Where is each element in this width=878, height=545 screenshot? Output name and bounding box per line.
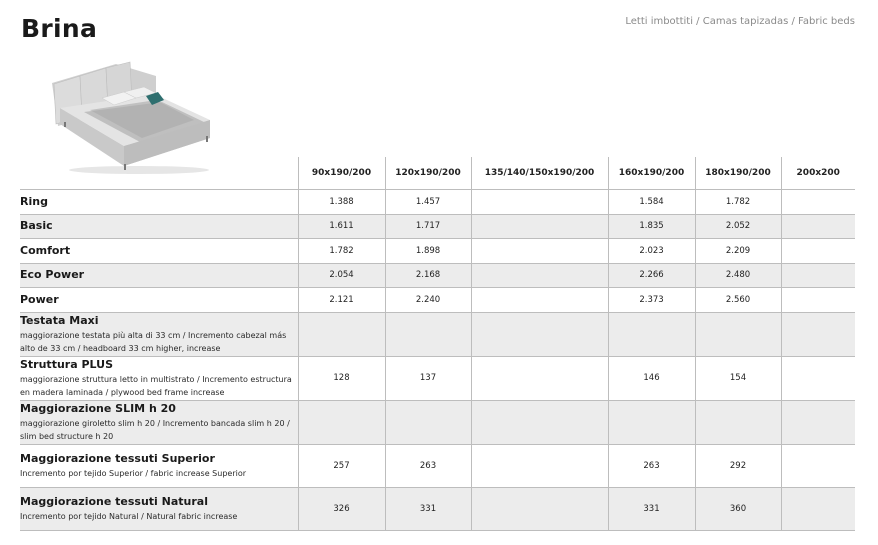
price-cell	[781, 356, 855, 400]
row-name: Maggiorazione tessuti Natural	[20, 494, 208, 508]
price-cell	[781, 400, 855, 444]
price-cell: 2.209	[695, 239, 781, 264]
row-name: Maggiorazione SLIM h 20	[20, 401, 176, 415]
row-label-cell	[20, 444, 298, 487]
column-header: 160x190/200	[608, 157, 695, 190]
table-row	[20, 487, 855, 530]
row-name: Maggiorazione tessuti Superior	[20, 451, 215, 465]
price-cell: 360	[695, 487, 781, 530]
price-table	[20, 157, 855, 531]
table-corner-cell	[20, 157, 298, 190]
column-header: 90x190/200	[298, 157, 385, 190]
price-cell: 331	[608, 487, 695, 530]
price-cell	[471, 487, 608, 530]
price-cell: 137	[385, 356, 471, 400]
row-label-cell	[20, 190, 298, 215]
price-cell	[471, 263, 608, 288]
row-label-cell	[20, 356, 298, 400]
row-label-cell	[20, 239, 298, 264]
price-cell	[781, 487, 855, 530]
row-name: Power	[20, 292, 59, 306]
price-cell: 263	[385, 444, 471, 487]
price-cell	[781, 239, 855, 264]
price-cell: 2.052	[695, 214, 781, 239]
category-label: Letti imbottiti / Camas tapizadas / Fabric beds	[625, 16, 855, 27]
price-cell: 2.023	[608, 239, 695, 264]
table-row	[20, 312, 855, 356]
price-cell	[471, 356, 608, 400]
product-title: Brina	[21, 14, 98, 43]
price-cell: 2.480	[695, 263, 781, 288]
row-description: Incremento por tejido Superior / fabric increase Superior	[20, 468, 247, 478]
price-cell	[471, 288, 608, 313]
row-label-cell	[20, 487, 298, 530]
price-cell: 263	[608, 444, 695, 487]
table-header-row	[20, 157, 855, 190]
table-row	[20, 263, 855, 288]
price-cell: 1.835	[608, 214, 695, 239]
column-header: 180x190/200	[695, 157, 781, 190]
price-cell: 1.457	[385, 190, 471, 215]
row-name: Eco Power	[20, 268, 85, 282]
price-cell: 2.266	[608, 263, 695, 288]
row-label-cell	[20, 214, 298, 239]
price-cell: 2.121	[298, 288, 385, 313]
price-cell: 1.782	[298, 239, 385, 264]
price-cell: 292	[695, 444, 781, 487]
price-cell: 1.898	[385, 239, 471, 264]
row-label-cell	[20, 400, 298, 444]
table-row	[20, 400, 855, 444]
price-cell	[385, 400, 471, 444]
row-label-cell	[20, 263, 298, 288]
table-row	[20, 288, 855, 313]
row-name: Ring	[20, 194, 48, 208]
row-name: Comfort	[20, 243, 71, 257]
table-row	[20, 356, 855, 400]
row-description: maggiorazione struttura letto in multistrato / Incremento estructura en madera laminada / plywood bed frame increase	[20, 374, 292, 397]
price-cell: 128	[298, 356, 385, 400]
price-cell	[781, 263, 855, 288]
price-cell	[781, 312, 855, 356]
price-cell: 146	[608, 356, 695, 400]
price-cell: 1.717	[385, 214, 471, 239]
price-cell	[471, 312, 608, 356]
table-row	[20, 190, 855, 215]
price-cell: 2.560	[695, 288, 781, 313]
row-description: Incremento por tejido Natural / Natural fabric increase	[20, 511, 238, 521]
row-name: Testata Maxi	[20, 313, 99, 327]
price-cell: 2.240	[385, 288, 471, 313]
price-cell	[298, 312, 385, 356]
price-cell	[608, 400, 695, 444]
price-cell: 2.168	[385, 263, 471, 288]
row-name: Struttura PLUS	[20, 357, 113, 371]
table-row	[20, 214, 855, 239]
price-cell: 1.388	[298, 190, 385, 215]
price-cell	[608, 312, 695, 356]
row-description: maggiorazione giroletto slim h 20 / Incremento bancada slim h 20 / slim bed structure h 20	[20, 418, 290, 441]
price-cell	[781, 190, 855, 215]
row-name: Basic	[20, 219, 53, 233]
price-cell: 2.054	[298, 263, 385, 288]
price-cell: 257	[298, 444, 385, 487]
price-cell	[695, 400, 781, 444]
price-cell: 1.584	[608, 190, 695, 215]
row-label-cell	[20, 288, 298, 313]
price-cell	[781, 214, 855, 239]
price-cell	[695, 312, 781, 356]
price-cell: 154	[695, 356, 781, 400]
price-cell: 1.782	[695, 190, 781, 215]
table-row	[20, 444, 855, 487]
price-cell	[471, 239, 608, 264]
price-cell: 2.373	[608, 288, 695, 313]
price-cell	[781, 288, 855, 313]
price-cell	[385, 312, 471, 356]
table-row	[20, 239, 855, 264]
price-cell: 326	[298, 487, 385, 530]
row-label-cell	[20, 312, 298, 356]
price-cell	[471, 214, 608, 239]
row-description: maggiorazione testata più alta di 33 cm / Incremento cabezal más alto de 33 cm / headboard 33 cm higher, increase	[20, 330, 287, 353]
price-cell	[471, 400, 608, 444]
price-cell	[298, 400, 385, 444]
price-cell	[471, 444, 608, 487]
price-cell: 331	[385, 487, 471, 530]
column-header: 200x200	[781, 157, 855, 190]
price-cell	[781, 444, 855, 487]
price-cell: 1.611	[298, 214, 385, 239]
column-header: 135/140/150x190/200	[471, 157, 608, 190]
price-cell	[471, 190, 608, 215]
column-header: 120x190/200	[385, 157, 471, 190]
